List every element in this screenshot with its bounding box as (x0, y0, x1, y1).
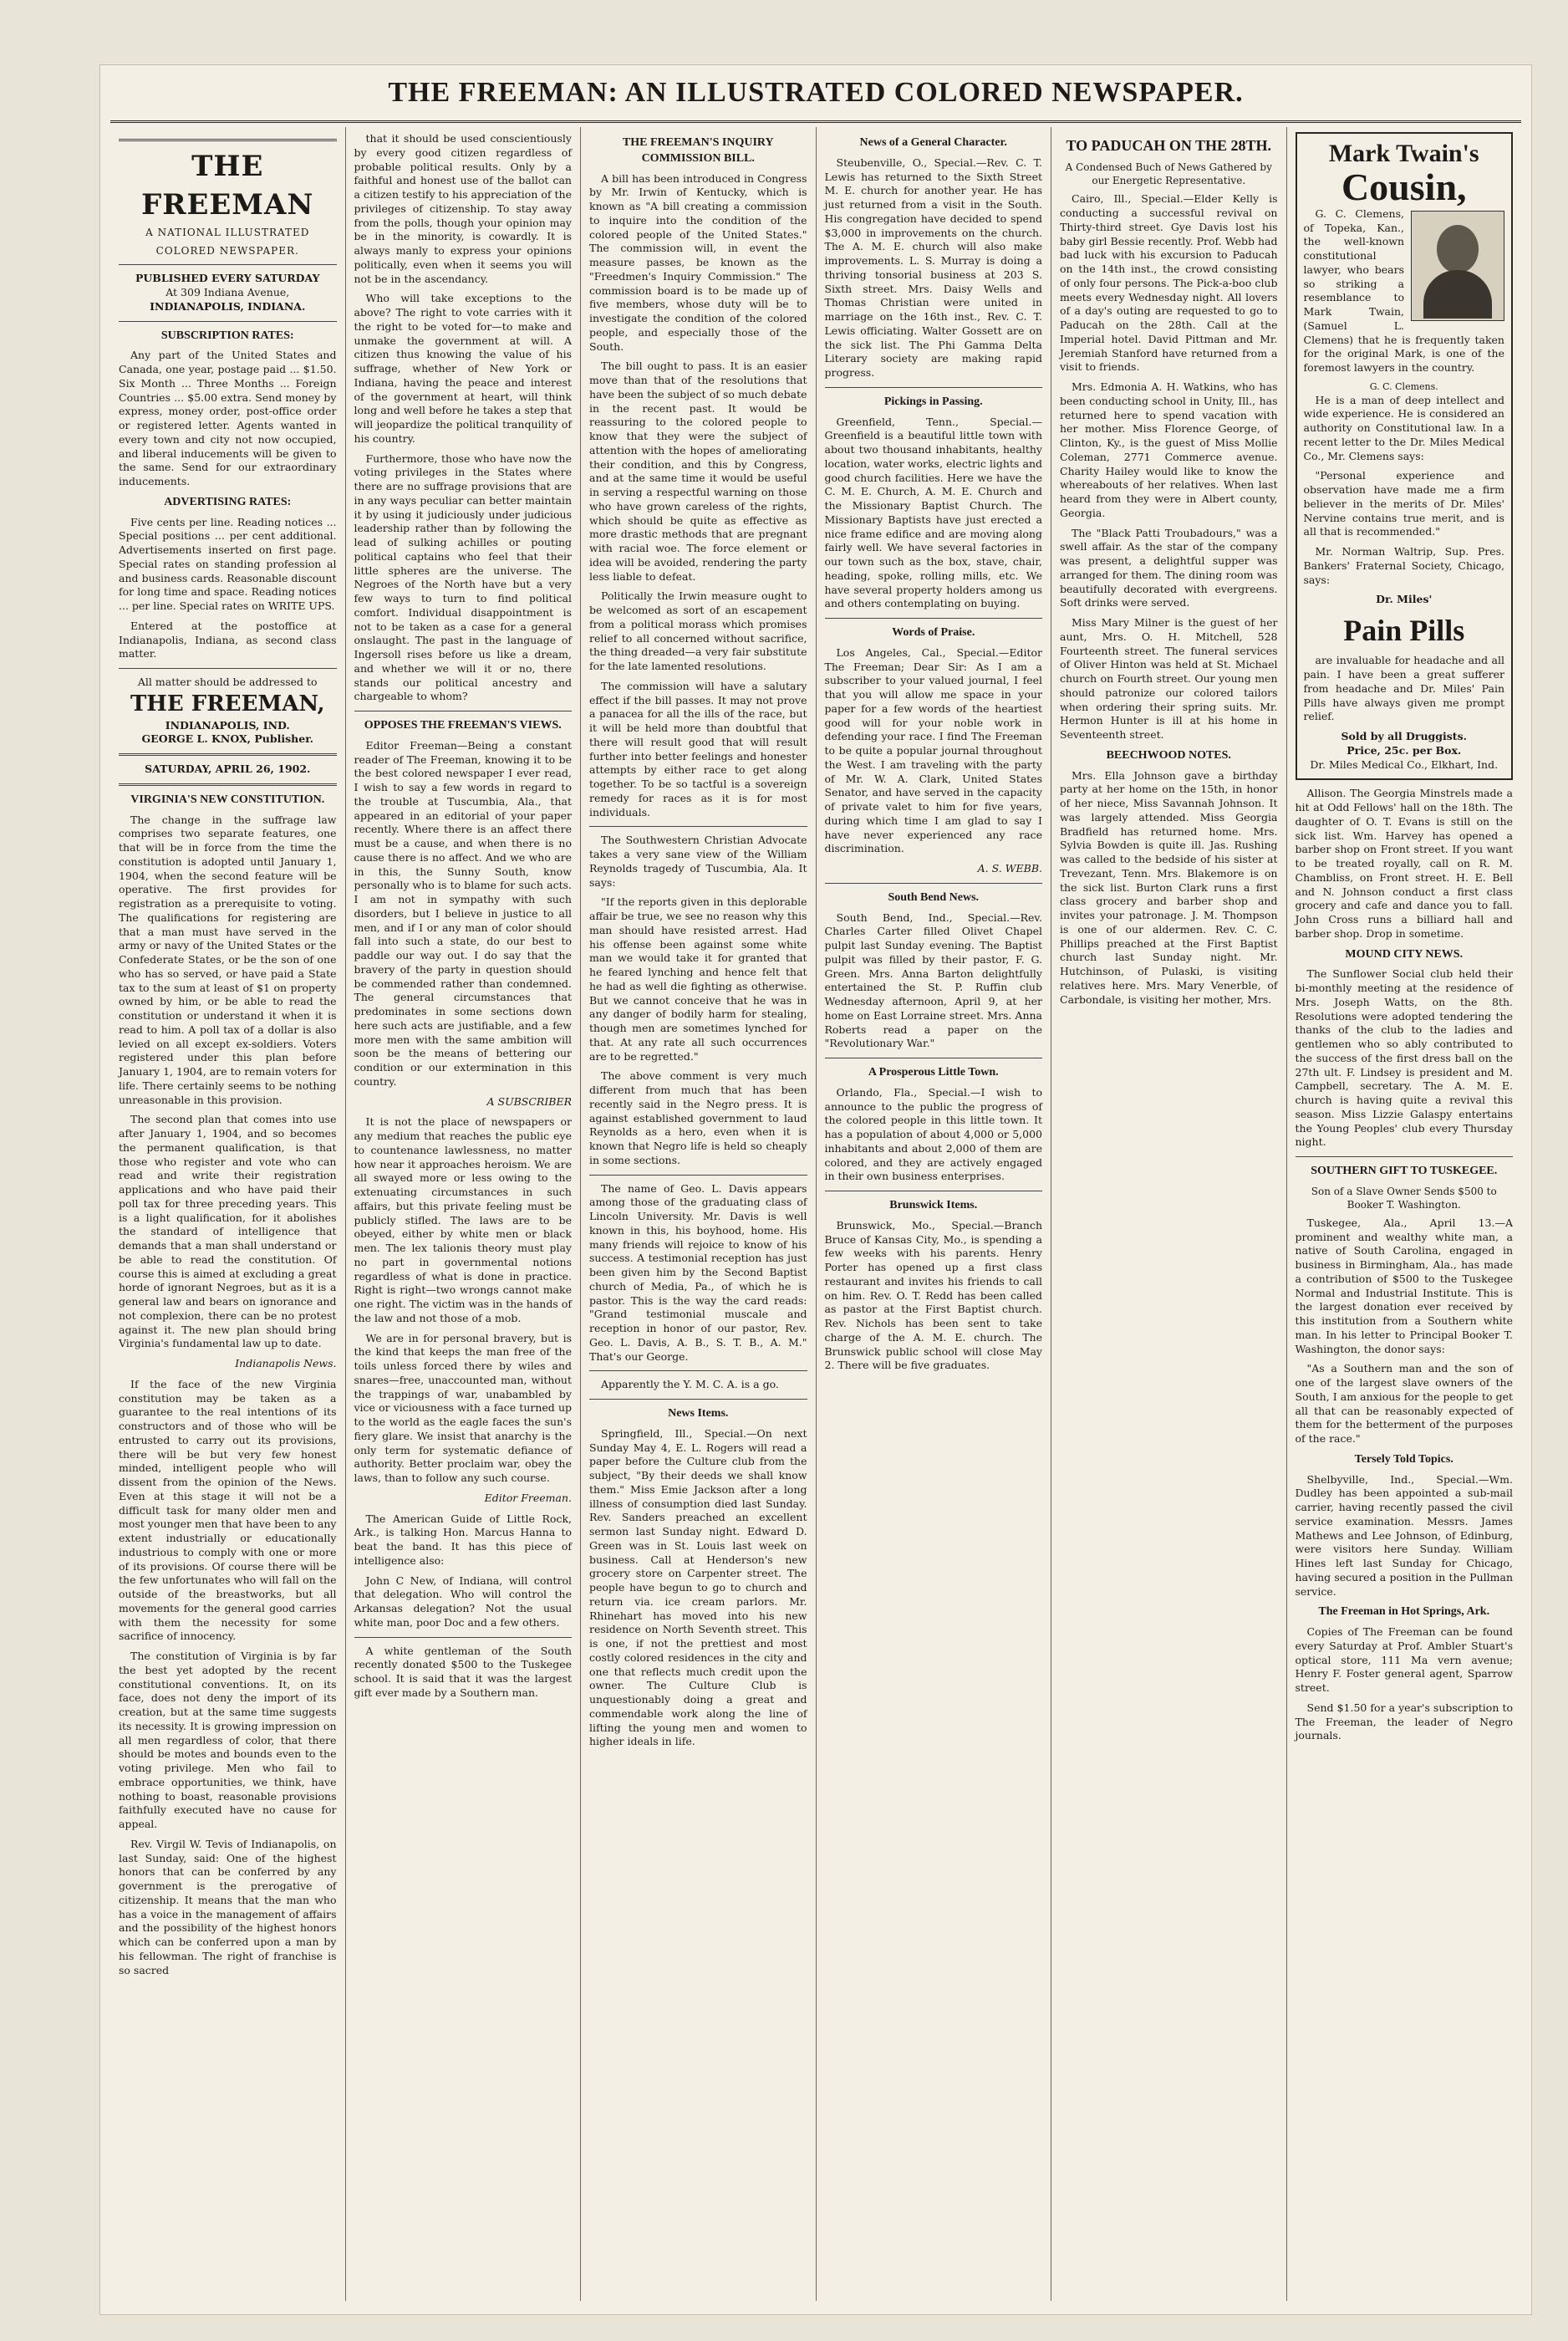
paragraph: Send $1.50 for a year's subscription to The Freeman, the leader of Negro journals. (1295, 1701, 1513, 1742)
divider (589, 1175, 807, 1176)
paragraph: Tuskegee, Ala., April 13.—A prominent and wealthy white man, a native of South Carolina, engaged in business in Birmingham, Ala., has made a contribution of $500 to the Tuskegee Normal and Industrial Institute. This is the largest donation ever received by this institution from a Southern white man. In his letter to Principal Booker T. Washington, the donor says: (1295, 1216, 1513, 1355)
article-subtitle: A Condensed Buch of News Gathered by our Energetic Representative. (1065, 161, 1272, 187)
paragraph: The Southwestern Christian Advocate takes a very sane view of the William Reynolds tragedy of Tuscumbia, Ala. It says: (589, 834, 807, 889)
paragraph: A bill has been introduced in Congress by Mr. Irwin of Kentucky, which is known as "A bill creating a commission to inquire into the condition of the colored people of the United States." The commission will, in event the measure passes, be known as the "Freedmen's Inquiry Commission." The commission board is to be made up of five members, whose duty will be to investigate the condition of the colored people, and especially those of the South. (589, 171, 807, 353)
ad-title-2: Cousin, (1341, 165, 1467, 208)
divider (119, 753, 337, 756)
divider (589, 1370, 807, 1371)
divider (589, 1399, 807, 1400)
section-header: Words of Praise. (892, 626, 975, 639)
ad-title: Mark Twain's (1328, 140, 1479, 167)
divider (1296, 1156, 1514, 1157)
ad-sold: Sold by all Druggists. (1341, 730, 1467, 743)
paragraph: The constitution of Virginia is by far the best yet adopted by the recent constitutional conventions. It, on its face, does not deny the import of its creation, but at the same time suggests its necessity. It is growing impression on all men regardless of color, that there should be motes and bounds even to the voting privilege. Men who fail to embrace opportunities, we think, have nothing to boast, reasonable provisions faithfully executed have no cause for appeal. (119, 1650, 337, 1831)
newspaper-city: INDIANAPOLIS, IND. (165, 718, 290, 732)
paragraph: Mrs. Ella Johnson gave a birthday party at her home on the 15th, in honor of her niece, Miss Savannah Johnson. It was largely attended. Miss Georgia Bradfield has returned home. Mrs. Sylvia Bowden is quite ill. Jas. Rushing was called to the bedside of his sister at Trevezant, Tenn. Mrs. Blakemore is on the sick list. Burton Clark runs a first class grocery and barber shop and invites your patronage. J. M. Thompson is one of our aldermen. Rev. C. C. Phillips preached at the First Baptist church last Sunday night. Mr. Hutchinson, of Pulaski, is visiting relatives here. Mrs. Mary Venerble, of Carbondale, is visiting her mother, Mrs. (1060, 768, 1278, 1006)
section-header: Brunswick Items. (889, 1199, 978, 1211)
paragraph: Allison. The Georgia Minstrels made a hit at Odd Fellows' hall on the 18th. The daughter of O. T. Evans is still on the sick list. Wm. Harvey has opened a barber shop on Front street. If you want to be treated royally, call on R. M. Chambliss, on Front street. H. E. Bell and N. Johnson conduct a first class grocery and cafe and dance you to fall. John Cross runs a billiard hall and barber shop. Drop in sometime. (1295, 787, 1513, 940)
paragraph: A white gentleman of the South recently donated $500 to the Tuskegee school. It is said that it was the largest gift ever made by a Southern man. (354, 1644, 572, 1699)
section-header: SOUTHERN GIFT TO TUSKEGEE. (1311, 1165, 1498, 1178)
pills-prefix: Dr. Miles' (1376, 593, 1433, 606)
paragraph: Rev. Virgil W. Tevis of Indianapolis, on last Sunday, said: One of the highest honors that can be conferred by any government is the prerogative of citizenship. It means that the man who has a voice in the management of affairs and the possibility of the highest honors which can be conferred upon a man by his fellowman. The right of franchise is so sacred (119, 1837, 337, 1976)
paragraph: Steubenville, O., Special.—Rev. C. T. Lewis has returned to the Sixth Street M. E. church for another year. He has just returned from a visit in the South. His congregation have decided to spend $3,000 in improvements on the church. The A. M. E. church will also make improvements. L. S. Murray is doing a thriving tonsorial business at 203 S. Sixth street. Mrs. Daisy Wells and Thomas Christian were united in marriage on the 16th inst., Rev. C. T. Lewis officiating. Walter Gossett are on the sick list. The Phi Gamma Delta Literary society are making rapid progress. (824, 156, 1042, 379)
paragraph: Editor Freeman—Being a constant reader of The Freeman, knowing it to be the best colored newspaper I ever read, I wish to say a few words in regard to the trouble at Tuscumbia, Ala., that appeared in an editorial of your paper recently. Where there is an affect there must be a cause, and when there is no cause there is no affect. And we who are in this, the Sunny South, know personally who is to blame for such acts. I am not in sympathy with such disorders, but I believe in justice to all men, and if I or any man of color should fall into such a state, do our best to paddle our way out. I do say that the bravery of the party in question should be commended rather than condemned. The general circumstances that predominates in some sections down here such acts are justifiable, and a few more men with the same ambition will soon be the means of bettering our condition or our extermination in this country. (354, 738, 572, 1088)
ad-price: Price, 25c. per Box. (1347, 743, 1462, 757)
pills-title: Pain Pills (1343, 614, 1465, 648)
advertising-text: Five cents per line. Reading notices ... Special positions ... per cent additional. Advertisements inserted on first page. Special rates on standing profession al and business cards. Reasonable discount for long time and space. Reading notices ... per line. Special rates on WRITE UPS. (119, 515, 337, 612)
section-header: Pickings in Passing. (883, 395, 983, 408)
signature: Editor Freeman. (484, 1491, 572, 1504)
paragraph: Miss Mary Milner is the guest of her aunt, Mrs. O. H. Mitchell, 528 Fourteenth street. The funeral services of Oliver Hinton was held at St. Michael church on Fourth street. Our young men should patronize our colored tailors when ordering their spring suits. Mr. Hermon Hunter is ill at his home in Seventeenth street. (1060, 616, 1278, 742)
paragraph: The above comment is very much different from much that has been recently said in the Negro press. It is against established government to laud Reynolds as a hero, even when it is known that Negro life is held so cheaply in some sections. (589, 1069, 807, 1166)
paragraph: Cairo, Ill., Special.—Elder Kelly is conducting a successful revival on Thirty-third street. Gye Davis lost his baby girl Bessie recently. Prof. Webb had bad luck with his excursion to Paducah on the 14th inst., the crowd consisting of only four persons. The Pick-a-boo club meets every Wednesday night. All lovers of a day's outing are requested to go to Paducah on the 28th. Call at the Imperial hotel. David Pittman and Mr. Jeremiah Stanford have returned from a visit to friends. (1060, 192, 1278, 374)
portrait-body (1423, 270, 1492, 319)
portrait-image (1411, 211, 1504, 321)
paragraph: Greenfield, Tenn., Special.—Greenfield is a beautiful little town with about two thousand inhabitants, healthy location, water works, electric lights and good church facilities. Here we have the C. M. E. Church, A. M. E. Church and the Missionary Baptist Church. The Missionary Baptists have just erected a nice frame edifice and are moving along fairly well. We have several factories in our town such as the box, stave, chair, heading, spoke, rolling mills, etc. We have several property holders among us and others contemplating on buying. (824, 415, 1042, 610)
ad-paragraph: He is a man of deep intellect and wide experience. He is considered an authority on Constitutional law. In a recent letter to the Dr. Miles Medical Co., Mr. Clemens says: (1303, 393, 1504, 462)
article-title: VIRGINIA'S NEW CONSTITUTION. (130, 793, 325, 806)
newspaper-subtitle-2: COLORED NEWSPAPER. (155, 245, 299, 258)
columns (110, 127, 1521, 2301)
advertisement (1296, 132, 1514, 780)
paragraph: Mrs. Edmonia A. H. Watkins, who has been conducting school in Unity, Ill., has returned here to spend vacation with her mother. Miss Florence George, of Clinton, Ky., is the guest of Miss Mollie Coleman, 2771 Commerce avenue. Charity Hailey would like to know the whereabouts of her relatives. When last heard from they were in Albert county, Georgia. (1060, 380, 1278, 519)
divider (119, 783, 337, 786)
section-header: News Items. (668, 1407, 729, 1420)
ad-paragraph: Mr. Norman Waltrip, Sup. Pres. Bankers' Fraternal Society, Chicago, says: (1303, 545, 1504, 586)
divider (825, 883, 1043, 884)
signature: Indianapolis News. (235, 1357, 337, 1370)
publisher: GEORGE L. KNOX, Publisher. (141, 732, 313, 746)
section-header: BEECHWOOD NOTES. (1106, 748, 1231, 762)
newspaper-page (100, 65, 1531, 2314)
column-6 (1287, 127, 1522, 2301)
portrait-head (1437, 225, 1479, 273)
paragraph: Orlando, Fla., Special.—I wish to announce to the public the progress of the colored people in this little town. It has a population of about 4,000 or 5,000 inhabitants and about 2,000 of them are colored, and they are actively engaged in their own business enterprises. (824, 1085, 1042, 1183)
ad-company: Dr. Miles Medical Co., Elkhart, Ind. (1310, 757, 1499, 771)
portrait-caption: G. C. Clemens. (1369, 380, 1438, 392)
masthead: THE FREEMAN: AN ILLUSTRATED COLORED NEWSPAPER. (388, 77, 1244, 108)
paragraph: John C New, of Indiana, will control that delegation. Who will control the Arkansas delegation? Not the usual white man, poor Doc and a few others. (354, 1573, 572, 1629)
signature: A. S. WEBB. (977, 862, 1042, 875)
divider (119, 264, 337, 265)
paragraph: Brunswick, Mo., Special.—Branch Bruce of Kansas City, Mo., is spending a few weeks with his parents. Henry Porter has opened up a first class restaurant and invites his friends to call on him. Rev. O. T. Redd has been called as pastor at the First Baptist church. Rev. Nichols has been sent to take charge of the A. M. E. church. The Brunswick public school will close May 2. There will be five graduates. (824, 1218, 1042, 1372)
article-title: THE FREEMAN'S INQUIRY COMMISSION BILL. (622, 136, 774, 165)
paragraph: The change in the suffrage law comprises two separate features, one that will be in force from the time the constitution is adopted until January 1, 1904, when the second feature will be operative. The first provides for registration as a prerequisite to voting. The qualifications for registering are that a man must have served in the army or navy of the United States or the Confederate States, or be the son of one who has so served, or have paid a State tax to the sum at least of $1 on property owned by him, or be able to read the constitution or understand it when it is read to him. A poll tax of a dollar is also levied on all except ex-soldiers. Voters registered under this plan before January 1, 1904, are to remain voters for life. There certainly seems to be nothing unreasonable in this provision. (119, 813, 337, 1106)
paragraph: It is not the place of newspapers or any medium that reaches the public eye to countenance lawlessness, no matter how near it approaches heroism. We are all swayed more or less owing to the extenuating circumstances in such affairs, but this private feeling must be publicly stifled. The laws are to be obeyed, either by white men or black men. The lex talionis theory must play no part in governmental notions regardless of what is done in practice. Right is right—two wrongs cannot make one right. The victim was in the hands of the law and not those of a mob. (354, 1115, 572, 1324)
paragraph: The American Guide of Little Rock, Ark., is talking Hon. Marcus Hanna to beat the band. It has this piece of intelligence also: (354, 1512, 572, 1567)
signature: A SUBSCRIBER (486, 1094, 572, 1108)
subscription-text: Any part of the United States and Canada, one year, postage paid ... $1.50. Six Month ... Three Months ... Foreign Countries ... $5.00 extra. Send money by express, money order, post-office order or registered letter. Agents wanted in every town and city not now occupied, and liberal inducements will be given to the same. Send for our extraordinary inducements. (119, 349, 337, 487)
issue-date: SATURDAY, APRIL 26, 1902. (145, 762, 311, 776)
ad-paragraph: are invaluable for headache and all pain. I have been a great sufferer from headache and Dr. Miles' Pain Pills have always given me prompt relief. (1303, 654, 1504, 723)
paragraph: Furthermore, those who have now the voting privileges in the States where there are no suffrage provisions that are in any ways peculiar can better maintain it by using it judiciously under judicious leadership rather than by following the lead of sulking achilles or pouting political captains who feel that their little spheres are the universe. The Negroes of the North have but a very few ways to turn to find political comfort. Individual disappointment is not to be taken as a case for a general onslaught. The past in the language of Ingersoll rises before us like a dream, and whether we will it or no, there stands our political ancestry and chargeable to whom? (354, 451, 572, 703)
divider (825, 387, 1043, 388)
entered-line: Entered at the postoffice at Indianapolis, Indiana, as second class matter. (119, 619, 337, 660)
ad-paragraph: G. C. Clemens, of Topeka, Kan., the well-known constitutional lawyer, who bears so striking a resemblance to Mark Twain, (Samuel L. Clemens) that he is frequently taken for the original Mark, is one of the foremost lawyers in the country. (1303, 207, 1504, 375)
paragraph: "If the reports given in this deplorable affair be true, we see no reason why this man should have resisted arrest. Had his offense been against some white man we would take it for granted that he feared lynching and hence felt that he had as well die fighting as otherwise. But we cannot conceive that he was in any danger of bodily harm for stealing, though men are sometimes lynched for that. At any rate all such occurrences are to be regretted." (589, 895, 807, 1063)
article-title: OPPOSES THE FREEMAN'S VIEWS. (364, 719, 562, 732)
divider (354, 1637, 573, 1638)
paragraph: The commission will have a salutary effect if the bill passes. It may not prove a panacea for all the ills of the race, but it will be held more than doubtful that there will result good that will result further into better feelings and honester attempts by either race to get along together. To be so tactful is a sovereign remedy for races as it is for most individuals. (589, 679, 807, 819)
published-line: PUBLISHED EVERY SATURDAY (135, 272, 320, 285)
column-2 (346, 127, 582, 2301)
masthead-rule (110, 120, 1521, 123)
section-header: Tersely Told Topics. (1354, 1452, 1453, 1466)
paragraph: "As a Southern man and the son of one of the largest slave owners of the South, I am anxious for the people to get all that can be reasonably expected of them for the betterment of the purposes of the race." (1295, 1362, 1513, 1446)
paragraph: The name of Geo. L. Davis appears among those of the graduating class of Lincoln University. Mr. Davis is well known in this, his boyhood, home. His many friends will rejoice to know of his success. A testimonial reception has just been given him by the Second Baptist church of Media, Pa., of which he is pastor. This is the way the card reads: "Grand testimonial muscale and reception in honor of our pastor, Rev. Geo. L. Davis, A. B., S. T. B., A. M." That's our George. (589, 1181, 807, 1363)
advertising-header: ADVERTISING RATES: (164, 495, 292, 508)
column-5 (1051, 127, 1287, 2301)
paragraph: Apparently the Y. M. C. A. is a go. (601, 1378, 779, 1391)
paragraph: If the face of the new Virginia constitution may be taken as a guarantee to the real intentions of its constructors and of those who will be entrusted to carry out its provisions, there will be but very few honest minded, intelligent people who will dissent from the opinion of the News. Even at this stage it will not be a difficult task for many older men and most younger men that have been to any extent industrially or educationally industrious to comply with one or more of its provisions. Of course there will be the few unfortunates who will fall on the outside of the breastworks, but all movements for the general good carries with them the necessity for some sacrifice of innocency. (119, 1377, 337, 1643)
paragraph: that it should be used conscientiously by every good citizen regardless of probable political results. Only by a faithful and honest use of the ballot can a citizen testify to his appreciation of the privileges of citizenship. To stay away from the polls, though your opinion may be in the minority, is cowardly. It is always manly to express your opinions politically, even when it seems you will not be in the ascendancy. (354, 132, 572, 285)
address-to: All matter should be addressed to (137, 676, 318, 688)
newspaper-title: THE FREEMAN (141, 150, 314, 222)
column-3 (581, 127, 817, 2301)
paragraph: We are in for personal bravery, but is the kind that keeps the man free of the toils unless forced there by wiles and snares—free, unaccounted man, without the trappings of war, unabambled by vice or viciousness with a face turned up to the world as the eagle faces the sun's fiery glare. We insist that anarchy is the only term for systematic defiance of authority. Better proclaim war, obey the laws, than to follow any such course. (354, 1331, 572, 1484)
paragraph: The Sunflower Social club held their bi-monthly meeting at the residence of Mrs. Joseph Watts, on the 8th. Resolutions were adopted tendering the thanks of the club to the ladies and gentlemen who so ably contributed to the success of the first dress ball on the 27th ult. F. Lindsey is president and M. Campbell, secretary. The A. M. E. church is having quite a revival this season. Miss Lizzie Galaspy entertains the Young Peoples' club every Thursday night. (1295, 967, 1513, 1149)
city-line: INDIANAPOLIS, INDIANA. (150, 299, 306, 313)
section-subtitle: Son of a Slave Owner Sends $500 to Booker T. Washington. (1311, 1185, 1497, 1211)
section-header: MOUND CITY NEWS. (1345, 947, 1464, 961)
paragraph: The bill ought to pass. It is an easier move than that of the resolutions that have been the subject of so much debate in the recent past. It would be reassuring to the colored people to know that they were the subject of attention with the hopes of ameliorating their condition, and this by Congress, and at the same time it would be useful in serving a respectful warning on those who have grown careless of the rights, which should be quite as effective as more drastic methods that are pregnant with racial woe. The force element or idea will be avoided, rendering the party less liable to defeat. (589, 360, 807, 583)
paragraph: Shelbyville, Ind., Special.—Wm. Dudley has been appointed a sub-mail carrier, having recently passed the civil service examination. Messrs. James Mathews and Lee Johnson, of Edinburg, were visitors here Sunday. William Hines left last Sunday for Chicago, having secured a position in the Pullman service. (1295, 1472, 1513, 1598)
paragraph: Who will take exceptions to the above? The right to vote carries with it the right to be voted for—to make and unmake the government at will. A citizen thus knowing the value of his suffrage, whether of New York or Indiana, having the peace and interest of the government at heart, will think long and well before he takes a step that will jeopardize the political tranquility of his country. (354, 292, 572, 445)
paragraph: Copies of The Freeman can be found every Saturday at Prof. Ambler Stuart's optical store, 111 Ma vern avenue; Henry F. Foster general agent, Sparrow street. (1295, 1625, 1513, 1695)
paragraph: The "Black Patti Troubadours," was a swell affair. As the star of the company was present, a delightful supper was arranged for them. The dining room was beautifully decorated with evergreens. Soft drinks were served. (1060, 526, 1278, 609)
divider (825, 618, 1043, 619)
subscription-header: SUBSCRIPTION RATES: (160, 329, 294, 342)
section-header: South Bend News. (888, 890, 980, 904)
ad-quote: "Personal experience and observation have made me a firm believer in the merits of Dr. Miles' Nervine contains true merit, and is all that is recommended." (1303, 469, 1504, 538)
divider (589, 826, 807, 827)
column-1 (110, 127, 346, 2301)
newspaper-subtitle: A NATIONAL ILLUSTRATED (145, 227, 310, 239)
paragraph: The second plan that comes into use after January 1, 1904, and so becomes the permanent qualification, is that those who register and vote who can read and write their registration applications and who have paid their poll tax for three preceding years. This is a light qualification, for it abolishes the standard of intelligence that demands that a man shall understand or be able to read the constitution. Of course this is aimed at excluding a great horde of ignorant Negroes, but as it is a general law and bears on ignorance and not complexion, there can be no protest against it. The new plan should bring Virginia's fundamental law up to date. (119, 1113, 337, 1350)
paragraph: Springfield, Ill., Special.—On next Sunday May 4, E. L. Rogers will read a paper before the Culture club from the subject, "By their deeds we shall know them." Miss Emie Jackson after a long illness of consumption died last Sunday. Rev. Sanders preached an excellent sermon last Sunday night. Edward D. Green was in St. Louis last week on business. Call at Henderson's new grocery store on Carpenter street. The people have begun to go to church and return via. ice cream parlors. Mr. Rhinehart has moved into his new residence on North Seventh street. This is one, if not the prettiest and most costly colored residences in the city and one that reflects much credit upon the owner. The Culture Club is unquestionably doing a great and commendable work along the line of lifting the young men and women to higher ideals in life. (589, 1426, 807, 1748)
article-title: TO PADUCAH ON THE 28TH. (1066, 137, 1272, 154)
divider (119, 321, 337, 322)
newspaper-title-2: THE FREEMAN, (130, 691, 325, 717)
address-line: At 309 Indiana Avenue, (165, 286, 290, 298)
column-4 (817, 127, 1052, 2301)
paragraph: Los Angeles, Cal., Special.—Editor The Freeman; Dear Sir: As I am a subscriber to your valued journal, I feel that you will allow me space in your paper for a few words of the heartiest good will for your noble work in defending your race. I find The Freeman to be quite a popular journal throughout the West. I am traveling with the party of Mr. W. A. Clark, United States Senator, and have served in the capacity of private valet to him for five years, during which time I am glad to say I have never experienced any race discrimination. (824, 645, 1042, 855)
divider (119, 668, 337, 669)
divider (119, 139, 337, 141)
paragraph: South Bend, Ind., Special.—Rev. Charles Carter filled Olivet Chapel pulpit last Sunday evening. The Baptist pulpit was filled by their pastor, F. G. Green. Mrs. Anna Barton delightfully entertained the St. P. Ruffin club Wednesday afternoon, April 9, at her home on East Lorraine street. Mrs. Anna Roberts read a paper on the "Revolutionary War." (824, 910, 1042, 1050)
paragraph: Politically the Irwin measure ought to be welcomed as sort of an escapement from a political morass which promises relief to all concerned without sacrifice, the thing dreaded—a very fair substitute for the late lamented resolutions. (589, 589, 807, 672)
section-header: News of a General Character. (859, 136, 1007, 149)
section-header: A Prosperous Little Town. (868, 1066, 999, 1079)
section-header: The Freeman in Hot Springs, Ark. (1318, 1605, 1490, 1619)
